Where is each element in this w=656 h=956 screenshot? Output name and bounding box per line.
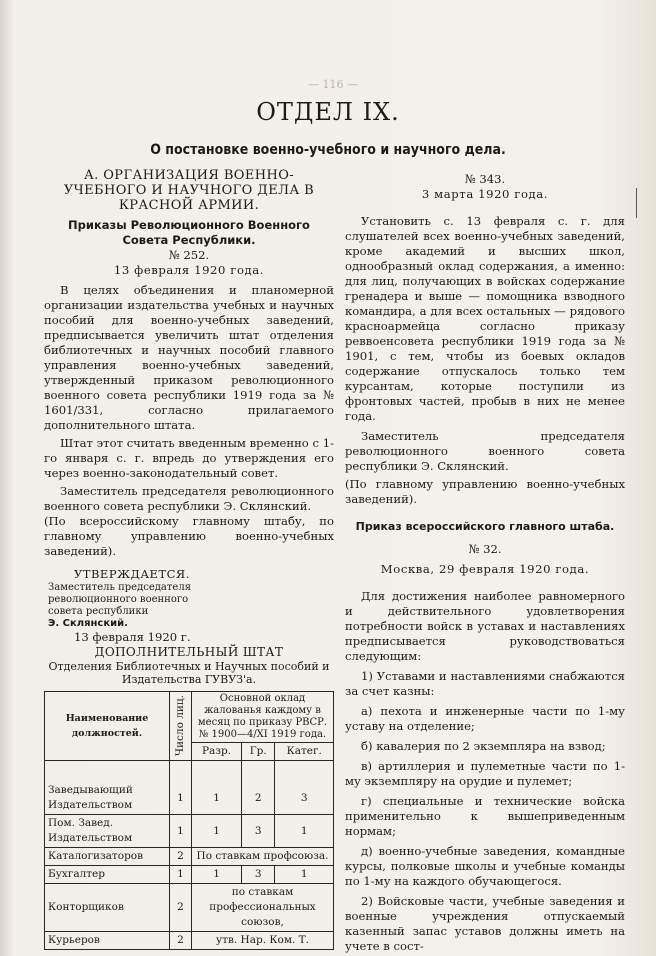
order-paragraph: Установить с. 13 февраля с. г. для слушателей всех военно-учебных заведений, кроме академий и высших школ, однообразный оклад содержания, а именно: для лиц, получающих в войсках содержание гренадера и выше — помощника взводного командира, а для всех остальных — рядового красноармейца согласно приказу реввоенсовета республики 1919 года за № 1901, с тем, чтобы из боевых окладов содержание отпускалось только тем курсантам, которые поступили из фронтовых частей, пробыв в них не менее года. [345, 214, 625, 423]
order-date: 3 марта 1920 года. [421, 187, 549, 201]
row-note: утв. Нар. Ком. Т. [192, 932, 334, 950]
col-header-count: Число лиц. [170, 692, 192, 761]
order-number: № 252. [168, 248, 210, 262]
col-header-raz: Разр. [192, 743, 242, 761]
col-header-name: Наименование должностей. [45, 692, 170, 761]
row-name: Курьеров [45, 932, 170, 950]
orders-heading: Приказы Революционного Военного Совета Республики. [68, 218, 310, 247]
order2-item-g: г) специальные и технические войска применительно к вышеприведенным нормам; [345, 794, 625, 838]
order2-item-v: в) артиллерия и пулеметные части по 1-му экземпляру на орудие и пулемет; [345, 759, 625, 788]
row-count: 1 [170, 866, 192, 884]
section-title: ОТДЕЛ IX. [256, 98, 400, 126]
col-header-salary: Основной оклад жалованья каждому в месяц по приказу РВСР. № 1900—4/XI 1919 года. [192, 692, 334, 743]
row-note: По ставкам профсоюза. [192, 848, 334, 866]
order2-place-date: Москва, 29 февраля 1920 года. [380, 562, 590, 576]
order-number: № 343. [464, 172, 506, 186]
row-gr: 2 [242, 761, 275, 815]
col-header-gr: Гр. [242, 743, 275, 761]
staff-table [44, 691, 334, 950]
order2-number: № 32. [468, 542, 502, 556]
margin-bracket [630, 188, 637, 218]
order2-item-b: б) кавалерия по 2 экземпляра на взвод; [361, 739, 606, 753]
table-row [45, 932, 334, 950]
part-title: А. ОРГАНИЗАЦИЯ ВОЕННО-УЧЕБНОГО И НАУЧНОГО ДЕЛА В КРАСНОЙ АРМИИ. [63, 168, 315, 213]
approve-signature-name: Э. Склянский. [48, 618, 128, 629]
left-column [44, 168, 334, 950]
row-count: 1 [170, 761, 192, 815]
order-date: 13 февраля 1920 года. [113, 263, 265, 277]
order-routing: (По главному управлению военно-учебных заведений). [345, 477, 625, 506]
row-gr: 3 [242, 866, 275, 884]
order-paragraph-1: В целях объединения и планомерной организации издательства учебных и научных пособий для военно-учебных заведений, предписывается увеличить штат отделения библиотечных и научных пособий главного управления военно-учебных заведений, утвержденный приказом революционного военного совета республики 1919 года за № 1601/331, согласно прилагаемого дополнительного штата. [44, 283, 334, 432]
order-paragraph-2: Штат этот считать введенным временно с 1-го января с. г. впредь до утверждения его через военно-законодательный совет. [44, 436, 334, 480]
row-gr: 3 [242, 815, 275, 848]
col-header-kat: Катег. [275, 743, 334, 761]
row-kat: 1 [275, 815, 334, 848]
row-count: 2 [170, 884, 192, 932]
row-count: 1 [170, 815, 192, 848]
row-count: 2 [170, 848, 192, 866]
row-kat: 1 [275, 866, 334, 884]
row-note: по ставкам профессиональных союзов, [192, 884, 334, 932]
order-signature: Заместитель председателя революционного военного совета республики Э. Склянский. [345, 429, 625, 473]
staff-title: ДОПОЛНИТЕЛЬНЫЙ ШТАТ [94, 645, 284, 659]
order-routing: (По всероссийскому главному штабу, по главному управлению военно-учебных заведений). [44, 514, 334, 558]
table-row [45, 848, 334, 866]
order2-item-d: д) военно-учебные заведения, командные курсы, полковые школы и учебные команды по 1-му на каждого обучающегося. [345, 844, 625, 888]
row-raz: 1 [192, 761, 242, 815]
row-raz: 1 [192, 866, 242, 884]
row-count: 2 [170, 932, 192, 950]
row-kat: 3 [275, 761, 334, 815]
table-row [45, 815, 334, 848]
table-row [45, 761, 334, 815]
row-raz: 1 [192, 815, 242, 848]
order2-intro: Для достижения наиболее равномерного и действительного удовлетворения потребности войск в уставах и наставлениях предписывается руководствоваться следующим: [345, 589, 625, 663]
approve-label: УТВЕРЖДАЕТСЯ. [74, 567, 190, 581]
staff-subtitle: Отделения Библиотечных и Научных пособий и Издательства ГУВУЗ'а. [48, 660, 330, 686]
section-subtitle: О постановке военно-учебного и научного дела. [150, 142, 506, 158]
page-number: — 116 — [308, 78, 358, 91]
order2-item-a: а) пехота и инженерные части по 1-му уставу на отделение; [345, 704, 625, 733]
right-column [345, 172, 625, 954]
order2-item-1: 1) Уставами и наставлениями снабжаются за счет казны: [345, 669, 625, 698]
table-row [45, 884, 334, 932]
approve-signature-title: Заместитель председателя революционного военного совета республики [48, 582, 192, 617]
table-row [45, 866, 334, 884]
order2-heading: Приказ всероссийского главного штаба. [355, 520, 615, 533]
approve-date: 13 февраля 1920 г. [74, 630, 191, 644]
order2-item-2: 2) Войсковые части, учебные заведения и военные учреждения отпускаемый казенный запас уставов должны иметь на учете в сост- [345, 894, 625, 953]
row-name: Пом. Завед. Издательством [45, 815, 170, 848]
order-signature: Заместитель председателя революционного военного совета республики Э. Склянский. [44, 484, 334, 513]
row-name: Бухгалтер [45, 866, 170, 884]
row-name: Каталогизаторов [45, 848, 170, 866]
row-name: Конторщиков [45, 884, 170, 932]
row-name: Заведывающий Издательством [45, 761, 170, 815]
